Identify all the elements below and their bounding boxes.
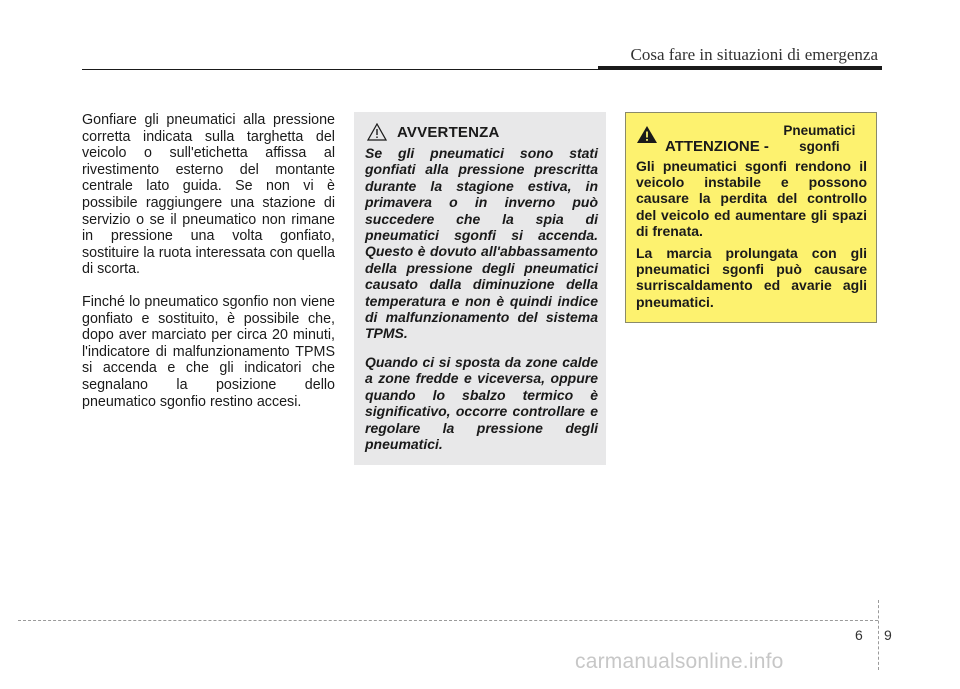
body-text-column [82,112,335,426]
watermark: carmanualsonline.info [575,650,784,673]
warning-box [354,112,606,465]
page-header-title: Cosa fare in situazioni di emergenza [630,45,878,64]
warning-heading [365,122,598,142]
warning-paragraph: Quando ci si sposta da zone calde a zone fredde e viceversa, oppure quando lo sbalzo termico è significativo, occorre controllare e regolare la pressione degli pneumatici. [365,353,598,452]
footer-dashed-rule [18,620,878,621]
footer-page-divider [878,600,879,670]
chapter-number: 6 [855,627,863,643]
warning-paragraph: Se gli pneumatici sono stati gonfiati alla pressione prescritta durante la stagione estiva, in primavera o in inverno può succedere che la spia di pneumatici sgonfi si accenda. Questo è dovuto all'abbassamento della pressione degli pneumatici causato dalla diminuzione della temperatura e non è quindi indice di malfunzionamento del sistema TPMS. [365,145,598,342]
header-rule-accent [598,66,882,70]
attention-heading [636,123,867,156]
attention-paragraph: La marcia prolungata con gli pneumatici sgonfi può causare surriscaldamento ed avarie agli pneumatici. [636,245,867,310]
body-paragraph: Finché lo pneumatico sgonfio non viene gonfiato e sostituito, è possibile che, dopo aver marciato per circa 20 minuti, l'indicatore di malfunzionamento TPMS si accenda e che gli indicatori che segnalano la posizione dello pneumatico sgonfio restino accesi. [82,293,335,410]
attention-box [625,112,877,323]
attention-paragraph: Gli pneumatici sgonfi rendono il veicolo instabile e possono causare la perdita del controllo del veicolo ed aumentare gli spazi di frenata. [636,158,867,239]
caution-triangle-icon [636,125,658,144]
page-number: 9 [884,627,892,643]
attention-subtitle: Pneumatici sgonfi [783,123,856,154]
attention-label: ATTENZIONE - [665,138,769,155]
warning-triangle-icon [367,123,387,141]
body-paragraph: Gonfiare gli pneumatici alla pressione corretta indicata sulla targhetta del veicolo o sull'etichetta affissa al rivestimento esterno del montante centrale lato guida. Se non vi è possibile raggiungere una stazione di servizio o se il pneumatico non rimane in pressione una volta gonfiato, sostituire la ruota interessata con quella di scorta. [82,112,335,278]
warning-label: AVVERTENZA [397,123,500,141]
